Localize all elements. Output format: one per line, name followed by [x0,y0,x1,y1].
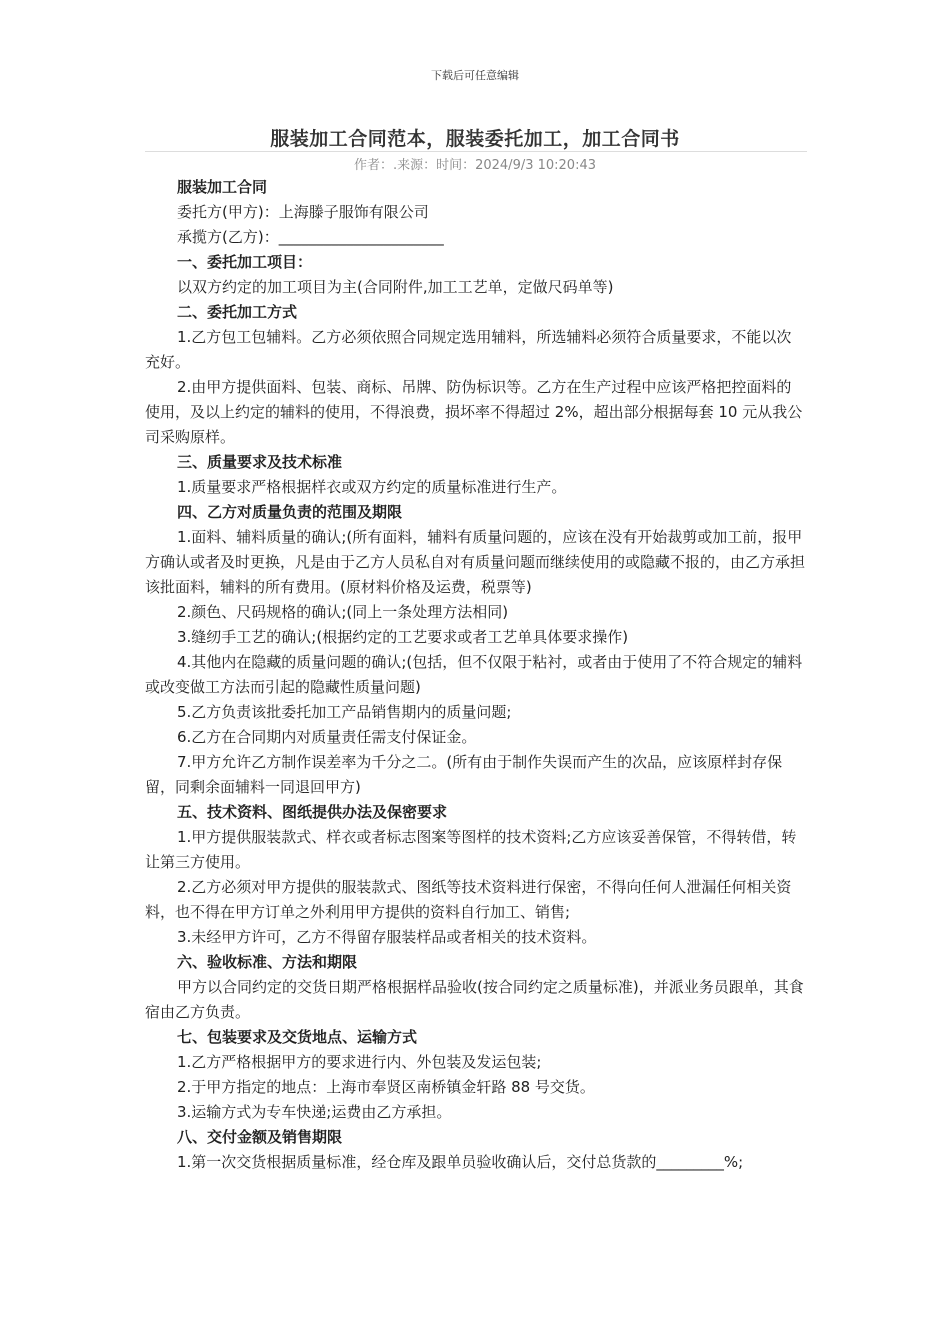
contract-paragraph: 2.颜色、尺码规格的确认;(同上一条处理方法相同) [177,603,509,621]
section-heading: 二、委托加工方式 [177,303,298,321]
section-heading: 五、技术资料、图纸提供办法及保密要求 [177,803,448,821]
contract-paragraph: 3.未经甲方许可，乙方不得留存服装样品或者相关的技术资料。 [177,928,597,946]
contract-paragraph: 6.乙方在合同期内对质量责任需支付保证金。 [177,728,477,746]
section-heading: 六、验收标准、方法和期限 [177,953,358,971]
title-divider [145,151,807,152]
section-heading: 一、委托加工项目： [177,253,313,271]
contract-paragraph: 1.乙方包工包辅料。乙方必须依照合同规定选用辅料，所选辅料必须符合质量要求，不能以次充好。 [145,328,792,371]
contract-paragraph: 7.甲方允许乙方制作误差率为千分之二。(所有由于制作失误而产生的次品，应该原样封存保留，同剩余面辅料一同退回甲方) [145,753,783,796]
contract-paragraph: 1.面料、辅料质量的确认;(所有面料，辅料有质量问题的，应该在没有开始裁剪或加工前，报甲方确认或者及时更换，凡是由于乙方人员私自对有质量问题而继续使用的或隐藏不报的，由乙方承担该批面料，辅料的所有费用。(原材料价格及运费，税票等) [145,528,806,596]
contract-paragraph: 承揽方(乙方)：______________________ [177,228,444,246]
contract-body [145,175,805,1175]
download-note: 下载后可任意编辑 [431,69,519,82]
contract-paragraph: 3.运输方式为专车快递;运费由乙方承担。 [177,1103,452,1121]
contract-paragraph: 委托方(甲方)：上海滕子服饰有限公司 [177,203,429,221]
contract-paragraph: 甲方以合同约定的交货日期严格根据样品验收(按合同约定之质量标准)，并派业务员跟单，其食宿由乙方负责。 [145,978,804,1021]
section-heading: 服装加工合同 [177,178,268,196]
section-heading: 四、乙方对质量负责的范围及期限 [177,503,403,521]
contract-paragraph: 4.其他内在隐藏的质量问题的确认;(包括，但不仅限于粘衬，或者由于使用了不符合规定的辅料或改变做工方法而引起的隐藏性质量问题) [145,653,803,696]
contract-paragraph: 5.乙方负责该批委托加工产品销售期内的质量问题; [177,703,512,721]
document-title: 服装加工合同范本，服装委托加工，加工合同书 [270,128,680,150]
contract-paragraph: 3.缝纫手工艺的确认;(根据约定的工艺要求或者工艺单具体要求操作) [177,628,629,646]
section-heading: 三、质量要求及技术标准 [177,453,343,471]
contract-paragraph: 2.乙方必须对甲方提供的服装款式、图纸等技术资料进行保密，不得向任何人泄漏任何相关资料，也不得在甲方订单之外利用甲方提供的资料自行加工、销售; [145,878,792,921]
contract-paragraph: 2.于甲方指定的地点：上海市奉贤区南桥镇金轩路 88 号交货。 [177,1078,595,1096]
contract-paragraph: 1.质量要求严格根据样衣或双方约定的质量标准进行生产。 [177,478,567,496]
section-heading: 八、交付金额及销售期限 [177,1128,343,1146]
section-heading: 七、包装要求及交货地点、运输方式 [177,1028,418,1046]
contract-paragraph: 以双方约定的加工项目为主(合同附件,加工工艺单，定做尺码单等) [177,278,614,296]
contract-paragraph: 1.乙方严格根据甲方的要求进行内、外包装及发运包装; [177,1053,542,1071]
contract-paragraph: 1.甲方提供服装款式、样衣或者标志图案等图样的技术资料;乙方应该妥善保管，不得转借，转让第三方使用。 [145,828,797,871]
contract-paragraph: 2.由甲方提供面料、包装、商标、吊牌、防伪标识等。乙方在生产过程中应该严格把控面料的使用，及以上约定的辅料的使用，不得浪费，损坏率不得超过 2%，超出部分根据每套 10 元从我公司采购原样。 [145,378,803,446]
contract-paragraph: 1.第一次交货根据质量标准，经仓库及跟单员验收确认后，交付总货款的_________%; [177,1153,744,1171]
document-meta: 作者：.来源：时间：2024/9/3 10:20:43 [353,158,597,173]
